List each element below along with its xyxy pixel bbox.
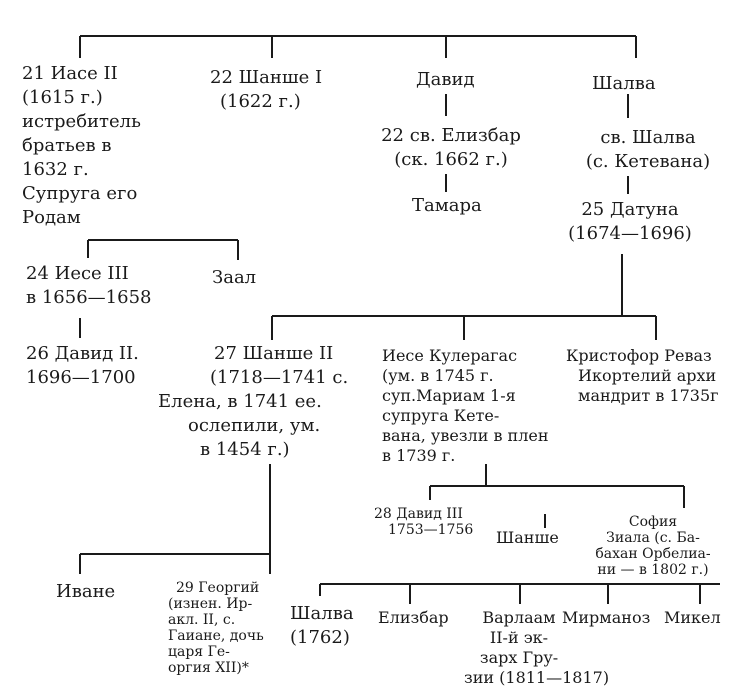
node-shanshe-ii [158,342,348,462]
node-line: (1622 г.) [220,91,301,112]
node-line: братьев в [22,135,112,156]
node-line: Елизбар [378,608,449,627]
node-line: ни — в 1802 г.) [597,562,709,578]
node-zaal [212,266,256,290]
node-line: Микел [664,608,721,627]
node-tamara [412,194,482,218]
node-st-shalva [578,126,718,174]
node-line: Иесе Кулерагас [382,346,518,365]
node-line: Шалва [592,73,656,94]
node-line: Мирманоз [562,608,651,627]
node-line: зии (1811—1817) [464,668,610,687]
node-line: 27 Шанше II [214,343,334,364]
node-line: Супруга его [22,183,138,204]
node-line: Икортелий архи [578,366,717,385]
node-line: 21 Иасе II [22,63,118,84]
node-line: (1762) [290,627,350,648]
node-line: Родам [22,207,81,228]
node-shanshe [496,528,559,548]
node-line: (изнен. Ир- [168,596,253,612]
node-line: Шанше [496,528,559,547]
node-shalva [592,72,656,96]
node-line: II-й эк- [489,628,549,647]
node-david-iii [374,506,473,538]
node-line: св. Шалва [600,127,696,148]
node-datuna [560,198,700,246]
node-line: Гаиане, дочь [168,628,264,644]
node-line: зарх Гру- [479,648,559,667]
node-georgiy [168,580,264,676]
node-line: Иване [56,581,116,602]
node-line: (с. Кетевана) [585,151,711,172]
node-mikel [664,608,721,628]
node-line: (ск. 1662 г.) [394,149,508,170]
node-line: Давид [416,69,475,90]
node-line: Зиала (с. Ба- [606,530,700,546]
node-line: ослепили, ум. [188,415,321,436]
node-line: оргия XII)* [168,660,249,676]
node-line: Шалва [290,603,354,624]
node-iese-iii [26,262,151,310]
node-mirmanoz [562,608,650,628]
node-line: София [628,514,678,530]
node-line: (ум. в 1745 г. [382,366,494,385]
node-line: 25 Датуна [581,199,679,220]
node-iese-kuleragas [382,346,549,466]
node-elizbar [378,608,449,628]
node-line: в 1739 г. [382,446,456,465]
node-line: истребитель [22,111,141,132]
node-line: 22 св. Елизбар [381,125,521,146]
node-line: в 1454 г.) [200,439,290,460]
node-line: 1753—1756 [388,522,474,538]
node-line: Тамара [412,195,482,216]
node-line: 1696—1700 [26,367,136,388]
node-iase-ii [22,62,141,230]
node-sofia [578,514,728,578]
node-line: Елена, в 1741 ее. [158,391,322,412]
node-line: Кристофор Реваз [566,346,712,365]
node-line: акл. II, с. [168,612,236,628]
node-line: суп.Мариам 1-я [382,386,516,405]
node-line: царя Ге- [168,644,230,660]
node-line: в 1656—1658 [26,287,152,308]
node-ivane [56,580,115,604]
node-line: Заал [212,267,257,288]
node-line: Варлаам [482,608,556,627]
node-line: (1718—1741 с. [210,367,349,388]
node-david [416,68,475,92]
node-line: 28 Давид III [374,506,463,522]
node-kristofor-revaz [566,346,719,406]
node-shanshe-i [210,66,322,114]
node-line: вана, увезли в плен [382,426,549,445]
node-line: бахан Орбелиа- [595,546,711,562]
node-line: 24 Иесе III [26,263,129,284]
node-line: (1674—1696) [568,223,692,244]
node-line: (1615 г.) [22,87,103,108]
node-st-elizbar [366,124,536,172]
node-line: 26 Давид II. [26,343,139,364]
node-line: супруга Кете- [382,406,500,425]
node-line: 1632 г. [22,159,89,180]
node-line: мандрит в 1735г [578,386,719,405]
node-david-ii [26,342,139,390]
node-shalva-1762 [290,602,354,650]
node-line: 22 Шанше I [210,67,323,88]
node-line: 29 Георгий [176,580,260,596]
